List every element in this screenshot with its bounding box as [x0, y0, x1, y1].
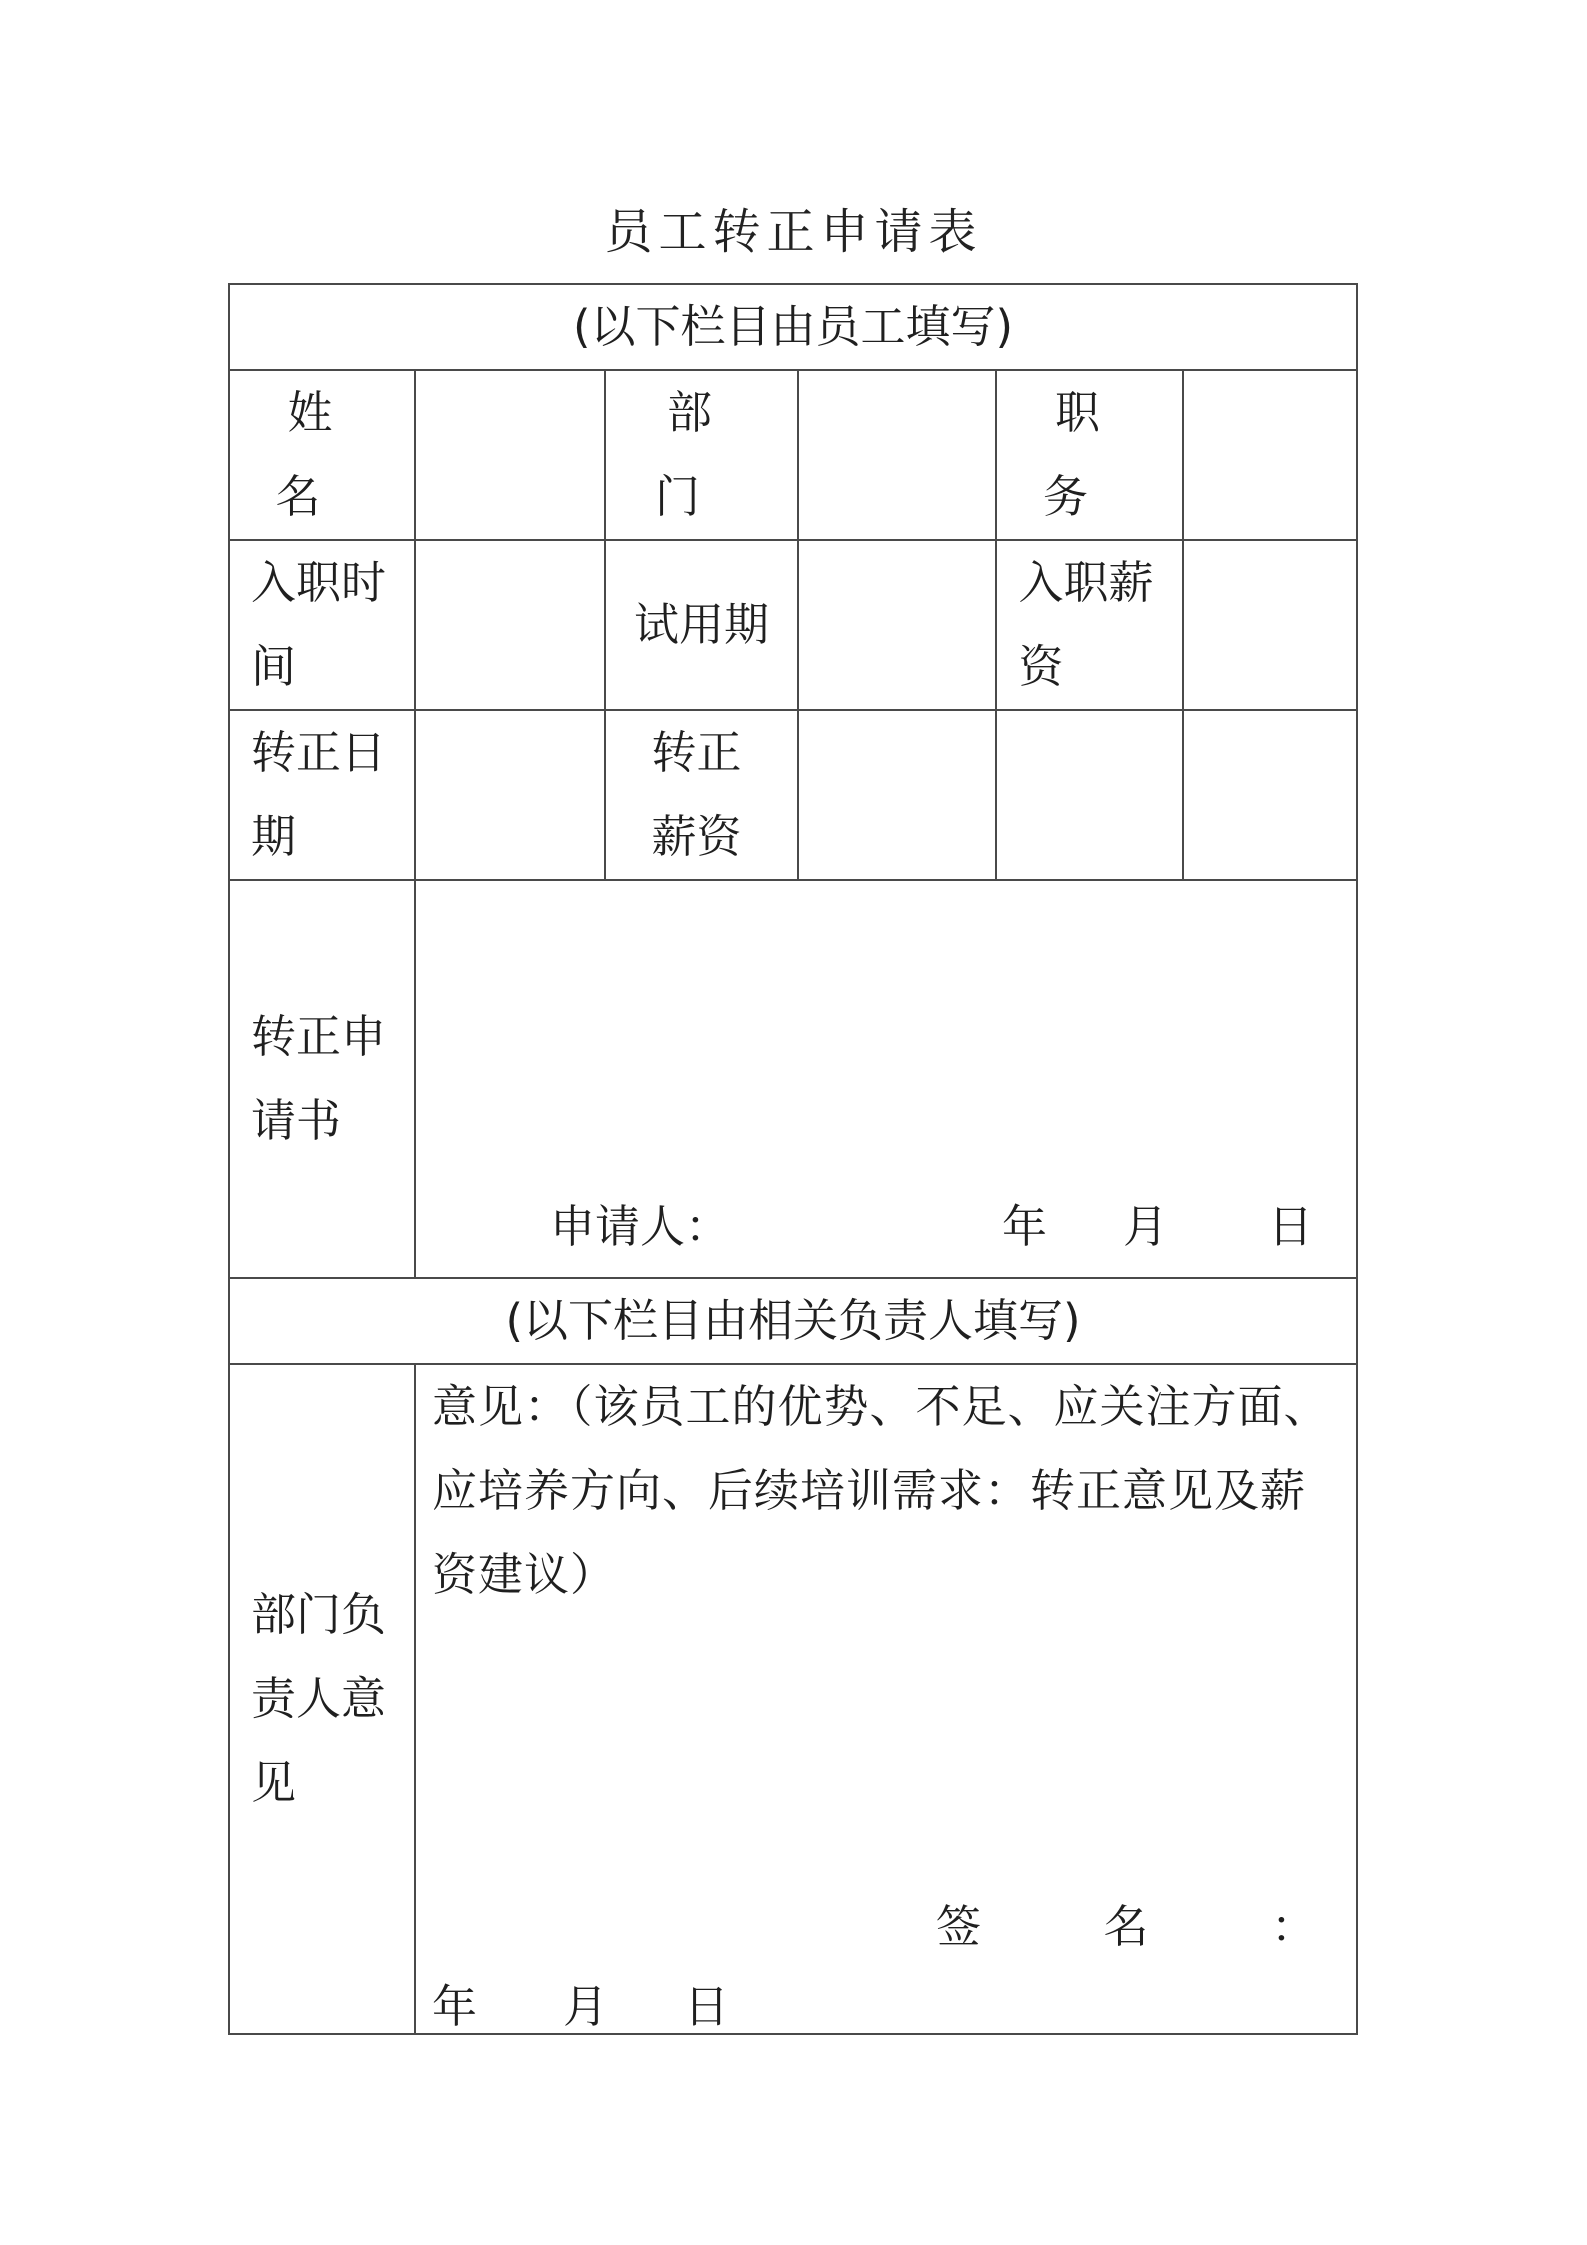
probation-field[interactable]: [798, 540, 996, 710]
application-row: [229, 880, 1357, 1278]
position-label: 职务: [996, 370, 1183, 540]
opinion-date-line: [432, 1965, 729, 2049]
regular-salary-label: 转正薪资: [605, 710, 798, 880]
hire-salary-label: 入职薪资: [996, 540, 1183, 710]
department-field[interactable]: [798, 370, 996, 540]
applicant-label: 申请人：: [550, 1200, 731, 1253]
apply-day-label: 日: [1268, 1200, 1314, 1253]
page-title: 员工转正申请表: [604, 204, 983, 260]
application-form-table: [228, 283, 1358, 2035]
sign-char-label: 签: [936, 1900, 982, 1953]
manager-section-row: [229, 1278, 1357, 1364]
department-label: 部门: [605, 370, 798, 540]
apply-year-label: 年: [1002, 1200, 1048, 1253]
opinion-month-label: 月: [563, 1980, 609, 2033]
dept-head-row: [229, 1364, 1357, 2034]
position-field[interactable]: [1183, 370, 1357, 540]
employee-section-row: [229, 284, 1357, 370]
regular-date-field[interactable]: [415, 710, 605, 880]
hire-date-label: 入职时间: [229, 540, 415, 710]
application-label: 转正申请书: [229, 880, 415, 1278]
application-letter-field[interactable]: [415, 880, 1357, 1278]
hire-date-field[interactable]: [415, 540, 605, 710]
employee-section-note: (以下栏目由员工填写): [229, 284, 1357, 370]
opinion-year-label: 年: [432, 1980, 478, 2033]
dept-head-opinion-field[interactable]: [415, 1364, 1357, 2034]
name-char-label: 名: [1103, 1900, 1149, 1953]
dept-head-opinion-label: 部门负责人意见: [229, 1364, 415, 2034]
hire-info-row: [229, 540, 1357, 710]
sign-colon: ：: [1270, 1900, 1316, 1953]
regular-date-label: 转正日期: [229, 710, 415, 880]
regular-salary-field[interactable]: [798, 710, 996, 880]
hire-salary-field[interactable]: [1183, 540, 1357, 710]
opinion-signature-line: [936, 1885, 1316, 1969]
applicant-signature-line: [416, 1185, 1356, 1269]
probation-label: 试用期: [605, 540, 798, 710]
name-field[interactable]: [415, 370, 605, 540]
opinion-day-label: 日: [684, 1980, 730, 2033]
name-label: 姓名: [229, 370, 415, 540]
regular-info-row: [229, 710, 1357, 880]
manager-section-note: (以下栏目由相关负责人填写): [229, 1278, 1357, 1364]
apply-month-label: 月: [1123, 1200, 1169, 1253]
regular-extra-field-1[interactable]: [996, 710, 1183, 880]
opinion-prompt: 意见：（该员工的优势、不足、应关注方面、应培养方向、后续培训需求：转正意见及薪资建议）: [432, 1380, 1330, 1601]
basic-info-row: [229, 370, 1357, 540]
regular-extra-field-2[interactable]: [1183, 710, 1357, 880]
